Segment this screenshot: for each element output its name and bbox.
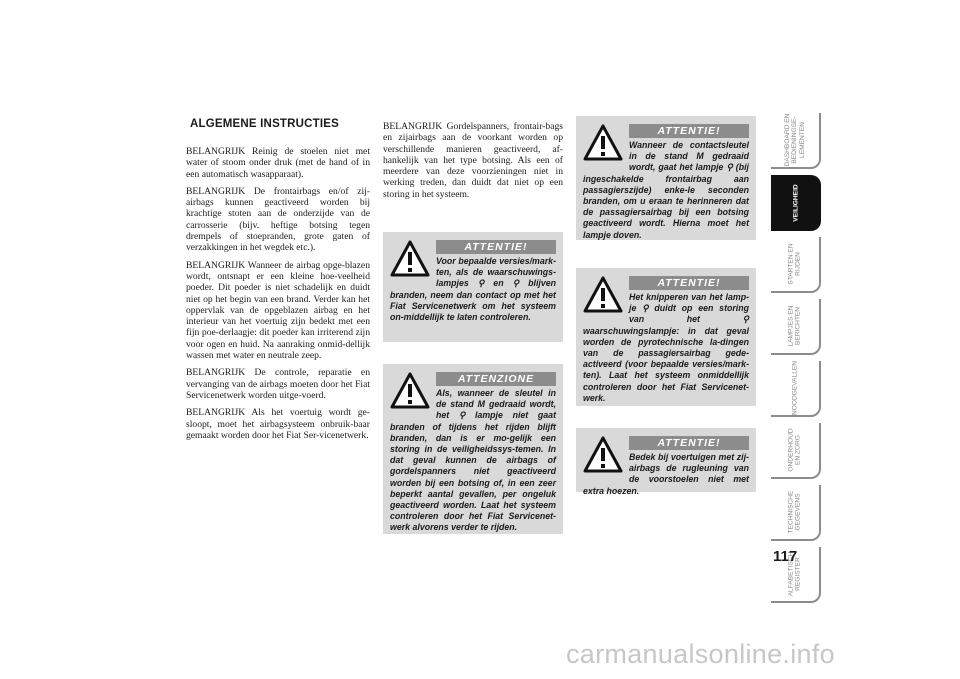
- tab-onderhoud[interactable]: [771, 423, 821, 479]
- tab-label: DASHBOARD EN BEDIENINGSE- LEMENTEN: [783, 113, 806, 167]
- tab-noodgevallen[interactable]: [771, 361, 821, 417]
- tab-label: VEILIGHEID: [792, 184, 800, 222]
- main-column-middle: [383, 121, 563, 206]
- warning-text: Wanneer de contactsleutel in de stand M gedraaid wordt, gaat het lampje ⚲ (bij ingeschakelde frontairbag aan passagierszijde) enke-le seconden branden, om u eraan te herinneren dat de passagiersairbag bij een botsing geactiveerd wordt. Hierna moet het lampje doven.: [583, 140, 749, 240]
- warning-box: [576, 116, 756, 240]
- tab-dashboard[interactable]: [771, 113, 821, 169]
- warning-triangle-icon: [583, 436, 623, 474]
- warning-header: ATTENTIE!: [629, 124, 749, 138]
- warning-text: Bedek bij voertuigen met zij-airbags de rugleuning van de voorstoelen niet met extra hoezen.: [583, 452, 749, 496]
- tab-label: ONDERHOUD EN ZORG: [787, 428, 802, 472]
- tab-label: NOODGEVALLEN: [791, 360, 799, 416]
- tab-starten[interactable]: [771, 237, 821, 293]
- main-column-left: [186, 118, 370, 447]
- chapter-tabs: [771, 113, 821, 609]
- section-title: ALGEMENE INSTRUCTIES: [190, 118, 340, 130]
- paragraph-service: BELANGRIJK De controle, reparatie en vervanging van de airbags moeten door het Fiat Servicenetwerk worden uitge-voerd.: [186, 367, 370, 401]
- warning-box: [383, 364, 563, 534]
- warning-text: Het knipperen van het lamp-je ⚲ duidt op een storing van het ⚲ waarschuwingslampje: in dat geval worden de pyrotechnische la-dingen van de passagiersairbag gede-activeerd (voor bepaalde versies/mark-ten). Laat het systeem onmiddellijk controleren door het Fiat Servicenet-werk.: [583, 292, 749, 403]
- warning-header: ATTENTIE!: [629, 276, 749, 290]
- warning-box: [576, 268, 756, 406]
- paragraph-scrapping: BELANGRIJK Als het voertuig wordt ge-sloopt, moet het airbagsysteem onbruik-baar gemaakt worden door het Fiat Ser-vicenetwerk.: [186, 407, 370, 441]
- page-number: 117: [773, 548, 798, 565]
- warning-header: ATTENZIONE: [436, 372, 556, 386]
- tab-technische[interactable]: [771, 485, 821, 541]
- warning-text: Als, wanneer de sleutel in de stand M gedraaid wordt, het ⚲ lampje niet gaat branden of tijdens het rijden blijft branden, dan is er mo-gelijk een storing in de veiligheidssys-temen. In dat geval kunnen de airbags of gordelspanners niet geactiveerd worden bij een botsing of, in een zeer beperkt aantal gevallen, per ongeluk geactiveerd worden. Laat het systeem controleren door het Fiat Servicenet-werk alvorens verder te rijden.: [390, 388, 556, 533]
- paragraph-pretensioners: BELANGRIJK Gordelspanners, frontair-bags en zijairbags aan de voorkant worden op verschillende manieren geactiveerd, af-hankelijk van het type botsing. Als een of meerdere van deze voorzieningen niet in werking treden, dan duidt dat niet op een storing in het systeem.: [383, 121, 563, 200]
- warning-text: Voor bepaalde versies/mark-ten, als de waarschuwings-lampjes ⚲ en ⚲ blijven branden, neem dan contact op met het Fiat Servicenetwerk om het systeem on-middellijk te laten controleren.: [390, 256, 556, 323]
- warning-triangle-icon: [390, 240, 430, 278]
- tab-label: ALFABETISCH REGISTER: [787, 551, 802, 597]
- warning-header: ATTENTIE!: [629, 436, 749, 450]
- paragraph-powder: BELANGRIJK Wanneer de airbag opge-blazen wordt, ontsnapt er een kleine hoe-veelheid poeder. Dit poeder is niet schadelijk en duidt niet op het begin van een brand. Verder kan het oppervlak van de opgeblazen airbag en het interieur van het voertuig zijn bedekt met een fijn poe-derlaagje: dit poeder kan irriterend zijn voor ogen en huid. Na aanraking onmid-dellijk wassen met water en neutrale zeep.: [186, 259, 370, 362]
- warning-triangle-icon: [390, 372, 430, 410]
- tab-label: STARTEN EN RIJDEN: [787, 243, 802, 285]
- tab-veiligheid[interactable]: [771, 175, 821, 231]
- warning-triangle-icon: [583, 124, 623, 162]
- tab-lampjes[interactable]: [771, 299, 821, 355]
- tab-label: TECHNISCHE GEGEVENS: [787, 490, 802, 534]
- warning-box: [383, 232, 563, 342]
- paragraph-frontairbags: BELANGRIJK De frontairbags en/of zij-airbags kunnen geactiveerd worden bij krachtige stoten aan de onderzijde van de carrosserie (bijv. heftige botsing tegen drempels of stoepranden, grote gaten of verzakkingen in het wegdek etc.).: [186, 185, 370, 254]
- warning-header: ATTENTIE!: [436, 240, 556, 254]
- paragraph-seats: BELANGRIJK Reinig de stoelen niet met water of stoom onder druk (met de hand of in een automatisch wasapparaat).: [186, 146, 370, 180]
- warning-box: [576, 428, 756, 496]
- warning-triangle-icon: [583, 276, 623, 314]
- tab-label: LAMPJES EN BERICHTEN: [787, 305, 802, 347]
- watermark: carmanualsonline.info: [566, 639, 835, 669]
